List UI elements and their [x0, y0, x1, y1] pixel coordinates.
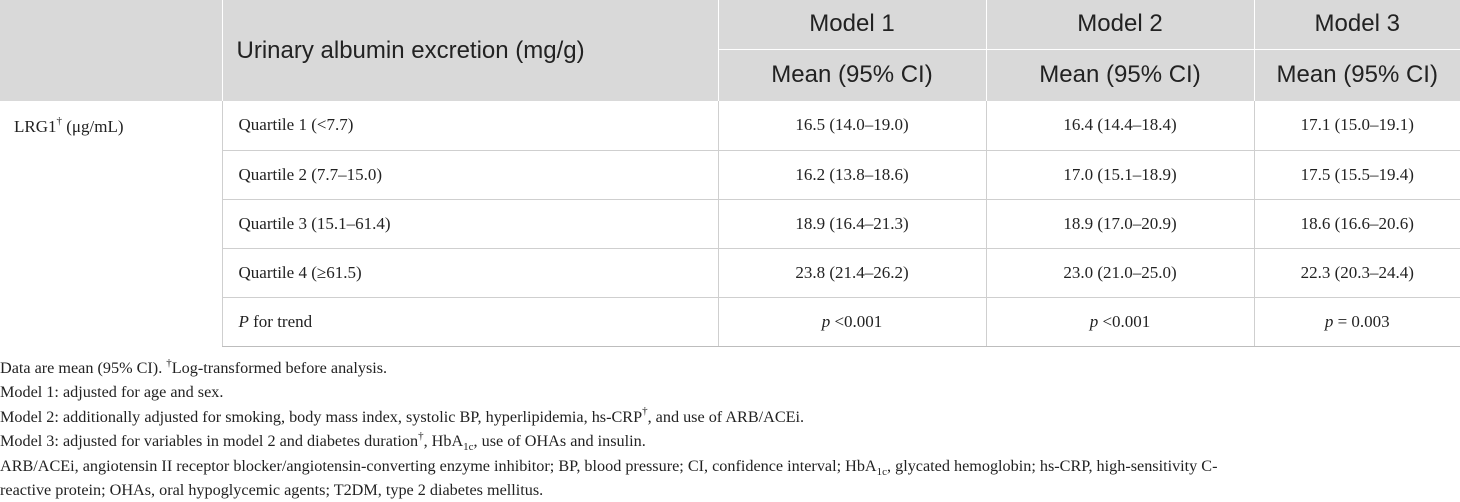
model-1-value: 16.2 (13.8–18.6) [718, 150, 986, 199]
footnote-line [0, 429, 1460, 453]
trend-label [222, 297, 718, 346]
header-model-3: Model 3 [1254, 0, 1460, 49]
model-1-value: 23.8 (21.4–26.2) [718, 248, 986, 297]
lrg1-unit: (μg/mL) [62, 117, 124, 136]
quartile-label: Quartile 1 (<7.7) [222, 101, 718, 150]
trend-model-1 [718, 297, 986, 346]
header-model-1: Model 1 [718, 0, 986, 49]
footnote-text: , and use of ARB/ACEi. [647, 407, 805, 426]
quartile-label: Quartile 2 (7.7–15.0) [222, 150, 718, 199]
footnote-text: , glycated hemoglobin; hs-CRP, high-sensitivity C- [887, 456, 1218, 475]
header-mean-ci-3: Mean (95% CI) [1254, 49, 1460, 101]
model-2-value: 16.4 (14.4–18.4) [986, 101, 1254, 150]
footnote-line [0, 454, 1460, 478]
trend-model-3 [1254, 297, 1460, 346]
header-model-2: Model 2 [986, 0, 1254, 49]
trend-m2-p: p [1089, 311, 1099, 331]
quartile-label: Quartile 4 (≥61.5) [222, 248, 718, 297]
table-row [0, 101, 1460, 150]
trend-m1-p: p [821, 311, 831, 331]
footnote-line [0, 356, 1460, 380]
lrg1-label: LRG1 [14, 117, 57, 136]
dagger-mark: † [166, 356, 172, 369]
footnote-line: Model 1: adjusted for age and sex. [0, 383, 224, 402]
trend-label-rest: for trend [248, 311, 313, 331]
table-footnotes [0, 356, 1460, 502]
model-3-value: 17.1 (15.0–19.1) [1254, 101, 1460, 150]
dagger-mark: † [642, 405, 648, 418]
footnote-text: , HbA [423, 432, 464, 451]
model-3-value: 18.6 (16.6–20.6) [1254, 199, 1460, 248]
trend-m3-p: p [1324, 311, 1334, 331]
table-body [0, 101, 1460, 346]
model-1-value: 18.9 (16.4–21.3) [718, 199, 986, 248]
trend-m3-value: = 0.003 [1333, 311, 1390, 331]
header-uae-label: Urinary albumin excretion (mg/g) [222, 0, 718, 101]
footnote-text: , use of OHAs and insulin. [473, 432, 646, 451]
model-3-value: 17.5 (15.5–19.4) [1254, 150, 1460, 199]
subscript: 1c [463, 441, 474, 454]
model-1-value: 16.5 (14.0–19.0) [718, 101, 986, 150]
header-empty-cell [0, 0, 222, 101]
footnote-text: Log-transformed before analysis. [171, 359, 388, 377]
footnote-line [0, 405, 1460, 429]
footnote-text: Model 3: adjusted for variables in model 2 and diabetes duration [0, 432, 419, 451]
trend-m1-value: <0.001 [830, 311, 883, 331]
trend-model-2 [986, 297, 1254, 346]
footnote-line: reactive protein; OHAs, oral hypoglycemic agents; T2DM, type 2 diabetes mellitus. [0, 481, 544, 500]
model-3-value: 22.3 (20.3–24.4) [1254, 248, 1460, 297]
quartile-label: Quartile 3 (15.1–61.4) [222, 199, 718, 248]
model-2-value: 17.0 (15.1–18.9) [986, 150, 1254, 199]
subscript: 1c [876, 465, 888, 478]
footnote-text: ARB/ACEi, angiotensin II receptor blocker/angiotensin-converting enzyme inhibitor; BP, blood pressure; CI, confidence interval; HbA [0, 456, 877, 475]
model-2-value: 23.0 (21.0–25.0) [986, 248, 1254, 297]
dagger-mark: † [56, 115, 62, 128]
table-header [0, 0, 1460, 101]
footnote-text: Model 2: additionally adjusted for smoking, body mass index, systolic BP, hyperlipidemia, hs-CRP [0, 407, 643, 426]
row-group-label [0, 101, 222, 346]
model-2-value: 18.9 (17.0–20.9) [986, 199, 1254, 248]
header-mean-ci-2: Mean (95% CI) [986, 49, 1254, 101]
trend-m2-value: <0.001 [1098, 311, 1151, 331]
footnote-text: Data are mean (95% CI). [0, 359, 167, 377]
trend-p-italic: P [238, 311, 249, 331]
dagger-mark: † [418, 429, 424, 442]
header-mean-ci-1: Mean (95% CI) [718, 49, 986, 101]
